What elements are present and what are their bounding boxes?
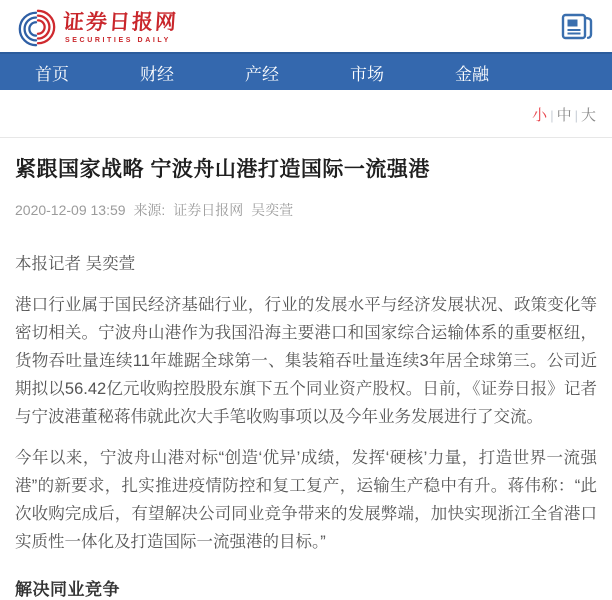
nav-item-market[interactable]: 市场 bbox=[350, 64, 384, 84]
font-size-controls bbox=[0, 90, 612, 137]
article-meta bbox=[15, 200, 597, 220]
divider bbox=[0, 137, 612, 138]
newspaper-icon[interactable] bbox=[560, 11, 594, 48]
main-nav bbox=[0, 52, 612, 90]
article-date: 2020-12-09 13:59 bbox=[15, 202, 126, 218]
article-author: 吴奕萱 bbox=[251, 202, 294, 218]
nav-item-home[interactable]: 首页 bbox=[35, 64, 69, 84]
article-byline: 本报记者 吴奕萱 bbox=[15, 255, 136, 273]
logo-text bbox=[63, 12, 178, 44]
article-body bbox=[15, 250, 597, 556]
article-paragraph-2: 今年以来，宁波舟山港对标“创造‘优异’成绩，发挥‘硬核’力量，打造世界一流强港”的新要求，扎实推进疫情防控和复工复产，运输生产稳中有升。蒋伟称：“此次收购完成后，有望解决公司同业竞争带来的发展弊端，加快实现浙江全省港口实质性一体化及打造国际一流强港的目标。” bbox=[15, 449, 597, 551]
article-subheading: 解决同业竞争 bbox=[15, 580, 120, 599]
site-name: 证券日报网 bbox=[62, 11, 179, 34]
logo-swirl-icon bbox=[16, 7, 58, 49]
separator: | bbox=[550, 108, 554, 123]
font-size-medium-button[interactable]: 中 bbox=[556, 107, 572, 124]
nav-item-finance[interactable]: 财经 bbox=[140, 64, 174, 84]
nav-item-banking[interactable]: 金融 bbox=[455, 64, 489, 84]
article-source: 证券日报网 bbox=[173, 202, 244, 218]
separator: | bbox=[574, 108, 578, 123]
nav-item-industry[interactable]: 产经 bbox=[245, 64, 279, 84]
article-paragraph-1: 港口行业属于国民经济基础行业，行业的发展水平与经济发展状况、政策变化等密切相关。宁波舟山港作为我国沿海主要港口和国家综合运输体系的重要枢纽，货物吞吐量连续11年雄踞全球第一、集装箱吞吐量连续3年居全球第三。公司近期拟以56.42亿元收购控股股东旗下五个同业资产股权。日前，《证券日报》记者与宁波港董秘蒋伟就此次大手笔收购事项以及今年业务发展进行了交流。 bbox=[15, 296, 597, 426]
font-size-large-button[interactable]: 大 bbox=[580, 107, 596, 124]
font-size-small-button[interactable]: 小 bbox=[532, 107, 548, 124]
site-logo[interactable] bbox=[16, 7, 178, 49]
site-header bbox=[0, 0, 612, 52]
article-title: 紧跟国家战略 宁波舟山港打造国际一流强港 bbox=[15, 158, 430, 181]
article-source-label: 来源: bbox=[133, 202, 166, 218]
article bbox=[0, 153, 612, 600]
site-name-en: SECURITIES DAILY bbox=[65, 37, 171, 44]
